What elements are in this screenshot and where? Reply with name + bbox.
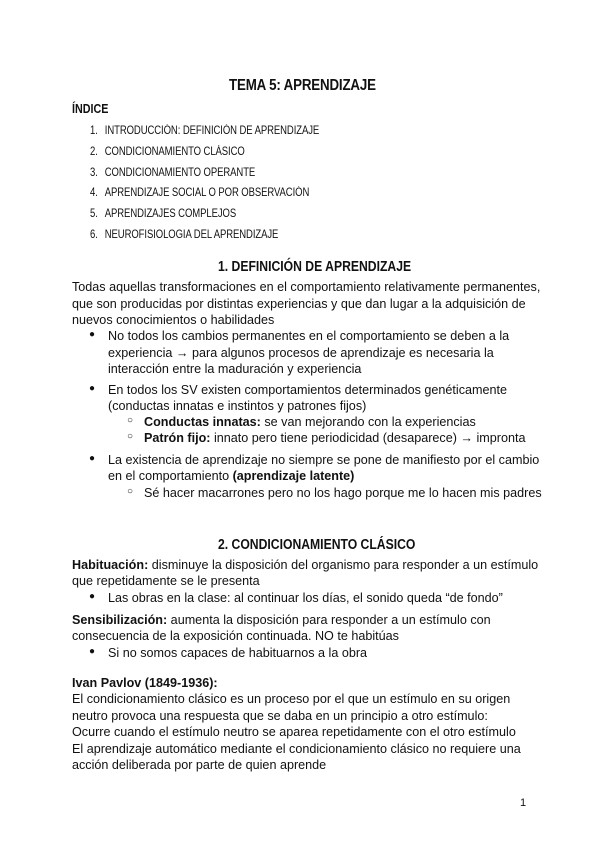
bullet-icon: ● — [89, 453, 96, 464]
habituacion-line-2: que repetidamente se le presenta — [72, 574, 260, 588]
term-patron-fijo: Patrón fijo: — [144, 431, 211, 445]
index-item-1 — [90, 124, 319, 137]
bullet-3-text: en el comportamiento — [108, 469, 233, 483]
habituacion-line-1 — [72, 557, 538, 574]
term-conductas-text: se van mejorando con la experiencias — [260, 415, 476, 429]
index-item-number: 1. — [90, 124, 98, 137]
index-heading: ÍNDICE — [72, 102, 109, 116]
index-item-number: 4. — [90, 186, 98, 199]
sub-bullet-patron — [144, 430, 526, 447]
pavlov-line-2: neutro provoca una respuesta que se daba en un principio a otro estímulo: — [72, 709, 488, 723]
sub-bullet-icon: ○ — [127, 486, 134, 497]
section-2-heading: 2. CONDICIONAMIENTO CLÁSICO — [218, 537, 416, 553]
index-item-3 — [90, 166, 255, 179]
bullet-1-line-3: interacción entre la maduración y experiencia — [108, 362, 362, 376]
bullet-3-line-2 — [108, 468, 354, 485]
term-patron-text: innato pero tiene periodicidad (desaparece) → impronta — [210, 431, 526, 445]
pavlov-line-3: Ocurre cuando el estímulo neutro se aparea repetidamente con el otro estímulo — [72, 725, 516, 739]
page-title: TEMA 5: APRENDIZAJE — [229, 77, 376, 94]
term-aprendizaje-latente: (aprendizaje latente) — [232, 469, 355, 483]
bullet-icon: ● — [89, 591, 96, 602]
bullet-icon: ● — [89, 329, 96, 340]
sub-bullet-conductas — [144, 414, 476, 431]
sub-bullet-icon: ○ — [127, 431, 134, 442]
section-1-intro-line-1: Todas aquellas transformaciones en el comportamiento relativamente permanentes, — [72, 280, 541, 294]
page-number: 1 — [520, 797, 527, 809]
pavlov-heading: Ivan Pavlov (1849-1936): — [72, 676, 218, 690]
pavlov-line-1: El condicionamiento clásico es un proceso por el que un estímulo en su origen — [72, 692, 511, 706]
index-item-label: APRENDIZAJE SOCIAL O POR OBSERVACIÓN — [104, 186, 310, 199]
index-item-5 — [90, 207, 236, 220]
pavlov-line-5: acción deliberada por parte de quien aprende — [72, 758, 327, 772]
bullet-2-line-2: (conductas innatas e instintos y patrones fijos) — [108, 399, 367, 413]
index-item-label: CONDICIONAMIENTO CLÁSICO — [104, 145, 245, 158]
index-item-number: 2. — [90, 145, 98, 158]
index-item-number: 3. — [90, 166, 98, 179]
bullet-3-line-1: La existencia de aprendizaje no siempre se pone de manifiesto por el cambio — [108, 453, 540, 467]
bullet-icon: ● — [89, 646, 96, 657]
sub-bullet-icon: ○ — [127, 415, 134, 426]
index-item-label: NEUROFISIOLOGIA DEL APRENDIZAJE — [104, 228, 279, 241]
index-item-label: APRENDIZAJES COMPLEJOS — [104, 207, 237, 220]
index-item-6 — [90, 228, 278, 241]
index-item-label: CONDICIONAMIENTO OPERANTE — [104, 166, 256, 179]
sensibilizacion-line-1 — [72, 612, 491, 629]
bullet-icon: ● — [89, 383, 96, 394]
section-1-intro-line-3: nuevos conocimientos o habilidades — [72, 313, 275, 327]
habituacion-text: disminuye la disposición del organismo para responder a un estímulo — [148, 558, 539, 572]
habituacion-bullet: Las obras en la clase: al continuar los días, el sonido queda “de fondo” — [108, 591, 503, 605]
sensibilizacion-bullet: Si no somos capaces de habituarnos a la obra — [108, 646, 368, 660]
index-item-number: 6. — [90, 228, 98, 241]
term-sensibilizacion: Sensibilización: — [72, 613, 168, 627]
bullet-1-line-1: No todos los cambios permanentes en el comportamiento se deben a la — [108, 329, 510, 343]
sub-bullet-macarrones: Sé hacer macarrones pero no los hago porque me lo hacen mis padres — [144, 486, 542, 500]
term-conductas-innatas: Conductas innatas: — [144, 415, 261, 429]
index-item-4 — [90, 186, 309, 199]
bullet-2-line-1: En todos los SV existen comportamientos determinados genéticamente — [108, 383, 508, 397]
sensibilizacion-line-2: consecuencia de la exposición continuada. NO te habitúas — [72, 629, 399, 643]
pavlov-line-4: El aprendizaje automático mediante el condicionamiento clásico no requiere una — [72, 742, 521, 756]
index-item-2 — [90, 145, 245, 158]
index-item-label: INTRODUCCIÓN: DEFINICIÓN DE APRENDIZAJE — [104, 124, 320, 137]
sensibilizacion-text: aumenta la disposición para responder a un estímulo con — [167, 613, 491, 627]
bullet-1-line-2: experiencia → para algunos procesos de aprendizaje es necesaria la — [108, 346, 494, 360]
term-habituacion: Habituación: — [72, 558, 149, 572]
section-1-heading: 1. DEFINICIÓN DE APRENDIZAJE — [218, 259, 412, 275]
section-1-intro-line-2: que son producidas por distintas experiencias y que dan lugar a la adquisición de — [72, 297, 526, 311]
index-item-number: 5. — [90, 207, 98, 220]
